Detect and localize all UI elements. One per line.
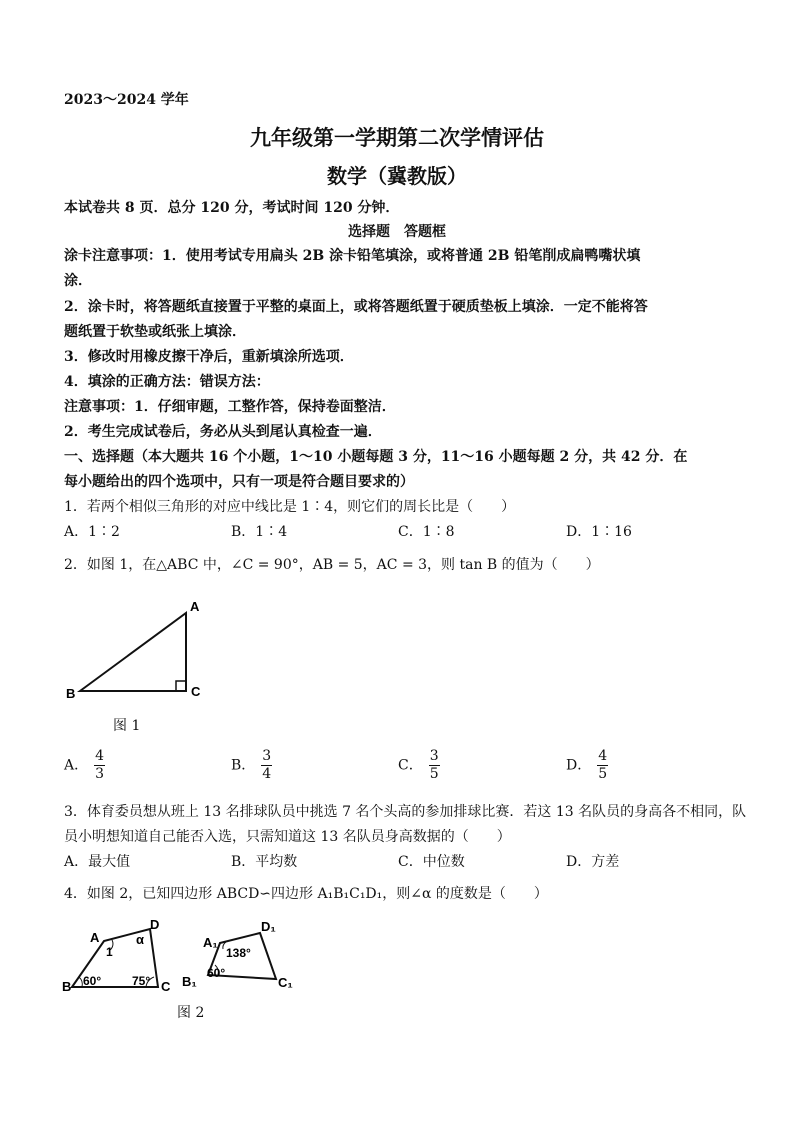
- answer-box-title: 选择题 答题框: [348, 224, 446, 240]
- card-note-1a: 涂卡注意事项：1．使用考试专用扁头 2B 涂卡铅笔填涂，或将普通 2B 铅笔削成扁鸭嘴状填: [64, 248, 641, 264]
- angle-label-alpha: α: [136, 932, 144, 947]
- vertex-label-d1: D₁: [261, 919, 276, 934]
- q4-quadrilateral-figure: [60, 915, 300, 995]
- q1-option-b: B．1∶4: [231, 524, 288, 540]
- q2-option-a-numerator: 4: [95, 748, 105, 764]
- q2-option-d-letter: D．: [566, 757, 592, 774]
- section-heading-line1: 一、选择题（本大题共 16 个小题，1～10 小题每题 3 分，11～16 小题每题 2 分，共 42 分．在: [64, 449, 688, 465]
- exam-title: 九年级第一学期第二次学情评估: [250, 125, 544, 150]
- exam-subtitle: 数学（冀教版）: [327, 164, 467, 188]
- triangle-abc: [80, 613, 186, 691]
- vertex-label-c1: C₁: [278, 975, 293, 990]
- q2-option-d-denominator: 5: [598, 766, 608, 782]
- angle-label-a1: 138°: [226, 946, 251, 960]
- q2-option-a-letter: A．: [64, 757, 89, 774]
- angle-label-c: 75°: [132, 974, 151, 988]
- vertex-label-a1: A₁: [203, 935, 218, 950]
- q2-option-d: [566, 748, 608, 783]
- q3-stem-line2: 员小明想知道自己能否入选，只需知道这 13 名队员身高数据的（ ）: [64, 829, 511, 845]
- q2-option-a: [64, 748, 105, 783]
- q2-stem: 2．如图 1，在△ABC 中，∠C = 90°，AB = 5，AC = 3，则 tan B 的值为（ ）: [64, 557, 600, 573]
- q2-figure-caption: 图 1: [113, 718, 141, 734]
- angle-b-arc: [79, 977, 82, 987]
- angle-label-1: 1: [106, 945, 113, 959]
- section-heading-line2: 每小题给出的四个选项中，只有一项是符合题目要求的）: [64, 474, 414, 490]
- q2-option-d-numerator: 4: [598, 748, 608, 764]
- q3-option-d: D．方差: [566, 854, 620, 870]
- q2-option-b: [231, 748, 272, 783]
- q3-option-b: B．平均数: [231, 854, 298, 870]
- vertex-label-d: D: [150, 917, 160, 932]
- q2-option-b-letter: B．: [231, 757, 256, 774]
- q2-option-a-fraction: [94, 748, 105, 783]
- q2-triangle-figure: [60, 595, 220, 705]
- q2-option-c-denominator: 5: [429, 766, 439, 782]
- vertex-label-a: A: [90, 930, 100, 945]
- q2-option-b-numerator: 3: [262, 748, 272, 764]
- q2-option-b-denominator: 4: [262, 766, 272, 782]
- school-year: 2023～2024 学年: [64, 92, 189, 108]
- angle-label-b: 60°: [83, 974, 102, 988]
- notice-1: 注意事项：1．仔细审题，工整作答，保持卷面整洁．: [64, 399, 396, 415]
- card-note-1b: 涂．: [64, 273, 92, 289]
- right-angle-mark: [176, 681, 186, 691]
- notice-2: 2．考生完成试卷后，务必从头到尾认真检查一遍．: [64, 424, 382, 440]
- q2-option-c: [398, 748, 440, 783]
- q2-option-c-numerator: 3: [429, 748, 439, 764]
- q4-figure-caption: 图 2: [177, 1005, 205, 1021]
- q1-option-d: D．1∶16: [566, 524, 632, 540]
- vertex-label-b: B: [62, 979, 72, 994]
- vertex-label-b1: B₁: [182, 974, 197, 989]
- vertex-label-c: C: [161, 979, 171, 994]
- vertex-label-a: A: [190, 599, 200, 614]
- q2-option-b-fraction: [261, 748, 272, 783]
- card-note-3: 3．修改时用橡皮擦干净后，重新填涂所选项．: [64, 349, 354, 365]
- q2-option-a-denominator: 3: [95, 766, 105, 782]
- vertex-label-c: C: [191, 684, 201, 699]
- q3-stem-line1: 3．体育委员想从班上 13 名排球队员中挑选 7 名个头高的参加排球比赛．若这 13 名队员的身高各不相同，队: [64, 804, 747, 820]
- q2-option-c-letter: C．: [398, 757, 423, 774]
- q1-option-a: A．1∶2: [64, 524, 120, 540]
- card-note-2a: 2．涂卡时，将答题纸直接置于平整的桌面上，或将答题纸置于硬质垫板上填涂．一定不能将答: [64, 299, 648, 315]
- card-note-2b: 题纸置于软垫或纸张上填涂．: [64, 324, 246, 340]
- q3-option-a: A．最大值: [64, 854, 131, 870]
- vertex-label-b: B: [66, 686, 76, 701]
- q1-option-c: C．1∶8: [398, 524, 455, 540]
- q1-stem: 1．若两个相似三角形的对应中线比是 1∶4，则它们的周长比是（ ）: [64, 499, 516, 515]
- q2-option-d-fraction: [597, 748, 608, 783]
- q4-stem: 4．如图 2，已知四边形 ABCD∽四边形 A₁B₁C₁D₁，则∠α 的度数是（ ）: [64, 886, 548, 902]
- angle-label-b1: 60°: [207, 966, 226, 980]
- q3-option-c: C．中位数: [398, 854, 465, 870]
- exam-info: 本试卷共 8 页．总分 120 分，考试时间 120 分钟．: [64, 200, 400, 216]
- q2-option-c-fraction: [429, 748, 440, 783]
- card-note-4: 4．填涂的正确方法：错误方法：: [64, 374, 270, 390]
